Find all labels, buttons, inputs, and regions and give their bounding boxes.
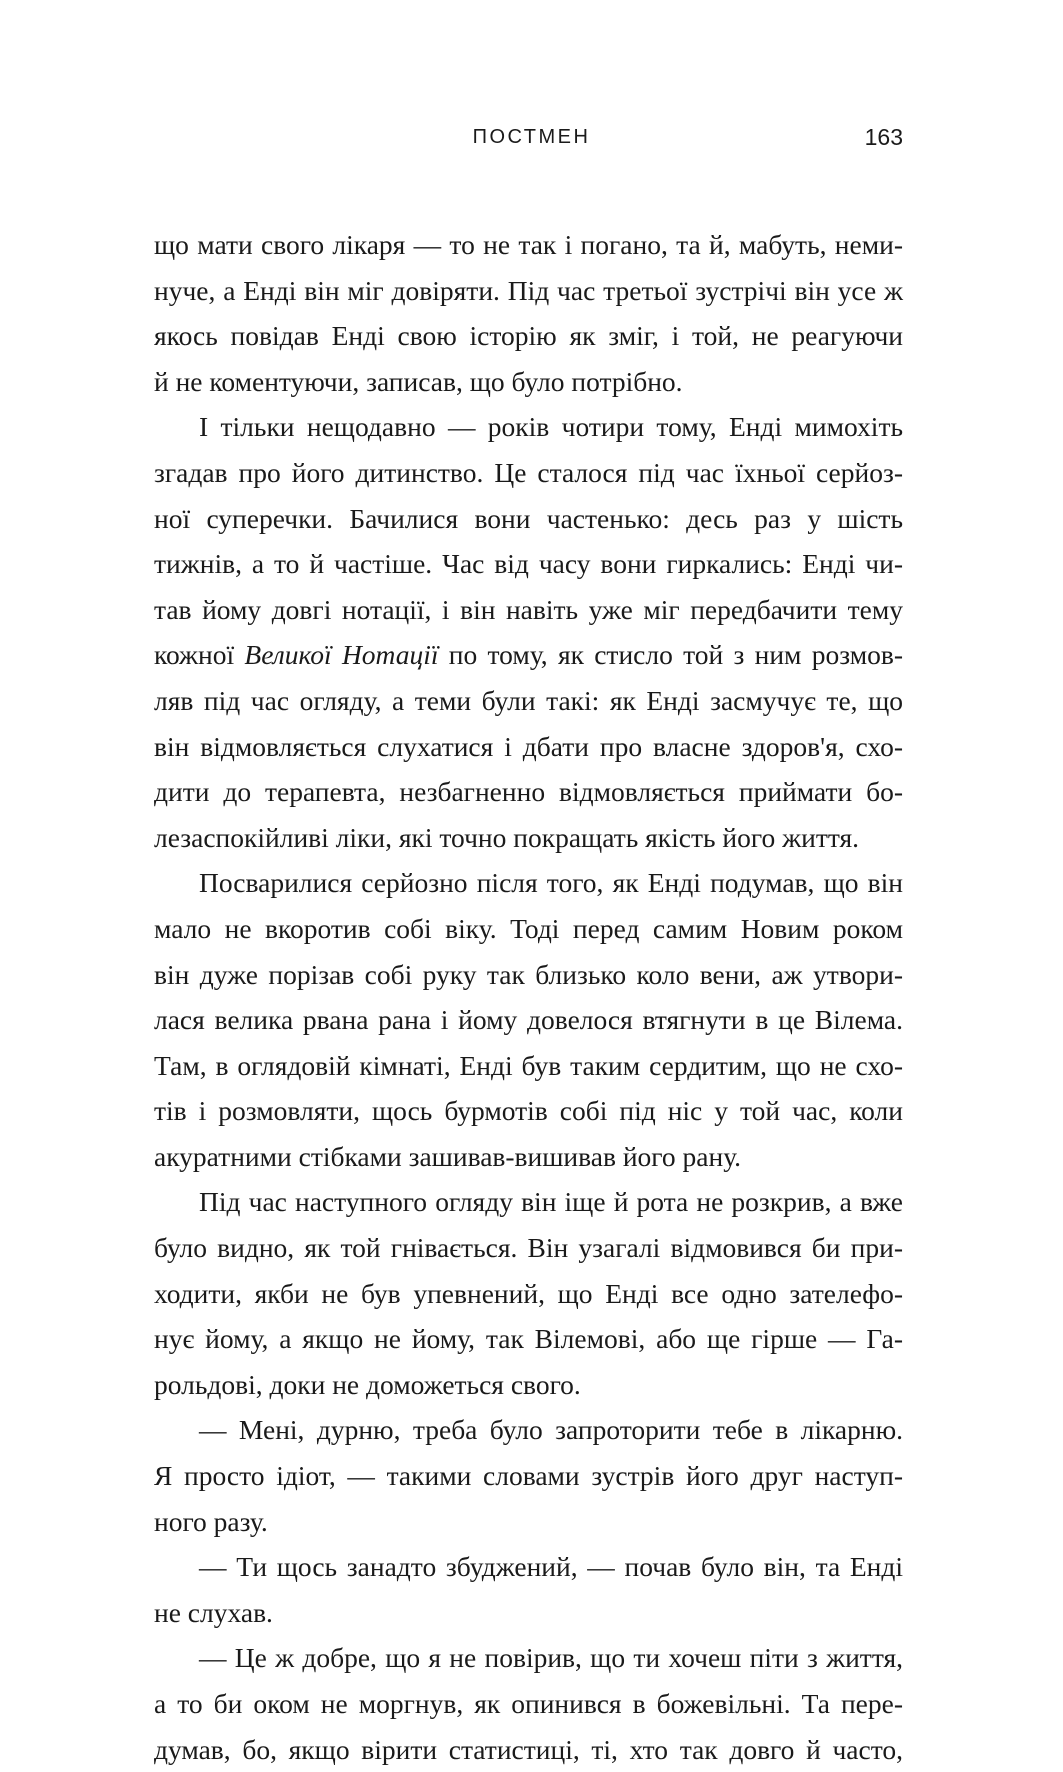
text-line: лася велика рвана рана і йому довелося втягнути в це Вілема. [154, 1004, 903, 1036]
text-line: ного разу. [154, 1505, 268, 1537]
text-line: нує йому, а якщо не йому, так Вілемові, або ще гірше — Га- [154, 1323, 903, 1355]
text-line: ної суперечки. Бачилися вони частенько: десь раз у шість [154, 502, 903, 534]
text-line: лезаспокійливі ліки, які точно покращать якість його життя. [154, 821, 860, 853]
text-line: акуратними стібками зашивав-вишивав його рану. [154, 1140, 742, 1172]
text-line: — Це ж добре, що я не повірив, що ти хочеш піти з життя, [199, 1642, 903, 1674]
text-line: Там, в оглядовій кімнаті, Енді був таким сердитим, що не схо- [154, 1049, 903, 1081]
text-line: ляв під час огляду, а теми були такі: як Енді засмучує те, що [154, 684, 903, 716]
text-line: тижнів, а то й частіше. Час від часу вони гиркались: Енді чи- [154, 548, 903, 580]
text-line: він дуже порізав собі руку так близько коло вени, аж утвори- [154, 958, 903, 990]
text-line: думав, бо, якщо вірити статистиці, ті, хто так довго й часто, [154, 1733, 903, 1765]
text-line: що мати свого лікаря — то не так і погано, та й, мабуть, неми- [154, 229, 903, 260]
text-line: ходити, якби не був упевнений, що Енді все одно зателефо- [154, 1277, 903, 1309]
text-line: він відмовляється слухатися і дбати про власне здоров'я, схо- [154, 730, 903, 762]
text-line: Посварилися серйозно після того, як Енді подумав, що він [199, 867, 903, 899]
text-line: й не коментуючи, записав, що було потрібно. [154, 365, 683, 397]
text-fragment: по тому, як стисло той з ним розмов- [438, 639, 903, 671]
text-body [154, 222, 903, 1772]
running-head [0, 124, 1063, 154]
text-line: мало не вкоротив собі віку. Тоді перед самим Новим роком [154, 912, 903, 944]
text-line: згадав про його дитинство. Це сталося під час їхньої серйоз- [154, 456, 903, 488]
text-line: якось повідав Енді свою історію як зміг, і той, не реагуючи [154, 320, 903, 352]
text-line: дити до терапевта, незбагненно відмовляється приймати бо- [154, 776, 903, 808]
text-line: І тільки нещодавно — років чотири тому, Енді мимохіть [199, 411, 903, 443]
text-line: Я просто ідіот, — такими словами зустрів його друг наступ- [154, 1460, 903, 1492]
text-line: а то би оком не моргнув, як опинився в божевільні. Та пере- [154, 1688, 903, 1719]
text-line: — Ти щось занадто збуджений, — почав було він, та Енді [199, 1551, 903, 1583]
text-line: Під час наступного огляду він іще й рота не розкрив, а вже [199, 1186, 903, 1218]
text-line: тав йому довгі нотації, і він навіть уже міг передбачити тему [154, 593, 903, 625]
running-title: ПОСТМЕН [472, 126, 591, 148]
text-line [154, 632, 903, 678]
italic-phrase: Великої Нотації [244, 639, 439, 671]
text-line: не слухав. [154, 1596, 273, 1628]
text-line: було видно, як той гнівається. Він узагалі відмовився би при- [154, 1232, 903, 1264]
text-line: — Мені, дурню, треба було запроторити тебе в лікарню. [199, 1414, 903, 1446]
text-line: нуче, а Енді він міг довіряти. Під час третьої зустрічі він усе ж [154, 274, 903, 306]
text-line: рольдові, доки не доможеться свого. [154, 1368, 581, 1400]
text-fragment: кожної [154, 639, 245, 671]
text-line: тів і розмовляти, щось бурмотів собі під ніс у той час, коли [154, 1095, 903, 1127]
page-number: 163 [864, 124, 903, 150]
